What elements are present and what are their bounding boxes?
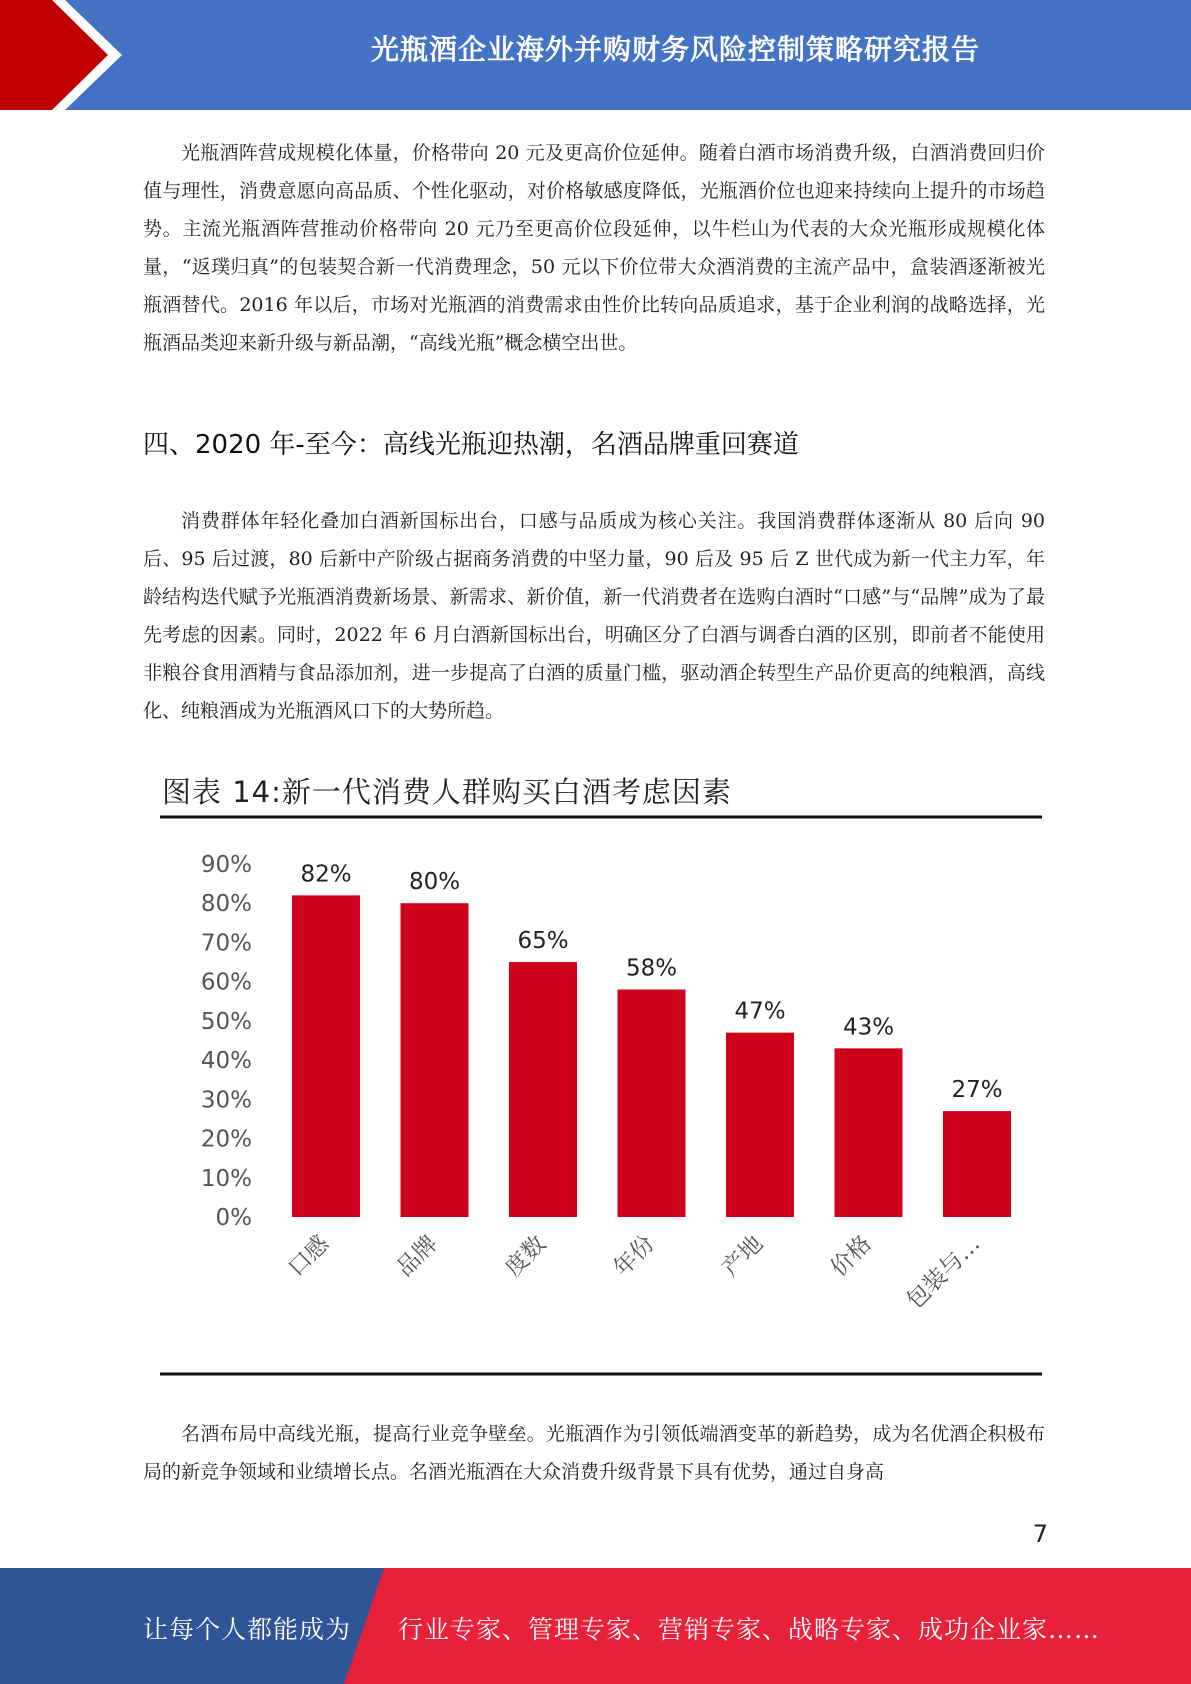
page-header [0,0,1191,110]
bar [401,903,469,1217]
y-tick-label: 40% [200,1048,252,1075]
bar-data-label: 80% [408,869,461,896]
bar-data-label: 58% [625,955,678,982]
y-tick-label: 90% [200,852,252,878]
chart-title: 图表 14:新一代消费人群购买白酒考虑因素 [162,775,732,809]
y-tick-label: 60% [200,969,252,996]
x-category-label: 年份 [608,1230,660,1282]
x-category-label: 价格 [825,1230,877,1282]
bar [726,1033,794,1217]
page-footer [0,1568,1191,1684]
body-paragraph-2: 消费群体年轻化叠加白酒新国标出台，口感与品质成为核心关注。我国消费群体逐渐从 80 后向 90 后、95 后过渡，80 后新中产阶级占据商务消费的中坚力量，90 后及 95 后 Z 世代成为新一代主力军，年龄结构迭代赋予光瓶酒消费新场景、新需求、新价值，新一代消费者在选购白酒时“口感”与“品牌”成为了最先考虑的因素。同时，2022 年 6 月白酒新国标出台，明确区分了白酒与调香白酒的区别，即前者不能使用非粮谷食用酒精与食品添加剂，进一步提高了白酒的质量门槛，驱动酒企转型生产品价更高的纯粮酒，高线化、纯粮酒成为光瓶酒风口下的大势所趋。 [143,510,1045,722]
y-tick-label: 20% [200,1126,252,1153]
footer-roles: 行业专家、管理专家、营销专家、战略专家、成功企业家…… [398,1615,1101,1644]
y-tick-label: 50% [200,1008,252,1035]
x-category-label: 口感 [283,1230,335,1282]
body-paragraph-3: 名酒布局中高线光瓶，提高行业竞争壁垒。光瓶酒作为引领低端酒变革的新趋势，成为名优酒企积极布局的新竞争领域和业绩增长点。名酒光瓶酒在大众消费升级背景下具有优势，通过自身高 [143,1423,1045,1483]
y-tick-label: 0% [215,1205,252,1231]
report-title: 光瓶酒企业海外并购财务风险控制策略研究报告 [370,33,980,66]
bar-data-label: 43% [842,1014,895,1041]
y-tick-label: 70% [200,930,252,957]
y-tick-label: 30% [200,1087,252,1114]
bar [835,1048,903,1217]
footer-slogan: 让每个人都能成为 [143,1615,352,1644]
section-heading: 四、2020 年-至今：高线光瓶迎热潮，名酒品牌重回赛道 [143,430,799,460]
bar [943,1111,1011,1217]
chart-canvas [140,758,1042,1376]
y-tick-label: 10% [200,1165,252,1192]
y-tick-label: 80% [200,891,252,918]
chevron-arrow-icon [0,0,170,110]
x-category-label: 包装与… [901,1230,986,1315]
x-category-label: 品牌 [391,1230,443,1282]
page-number: 7 [1032,1520,1048,1548]
bar-data-label: 65% [517,928,569,955]
bar [618,990,686,1217]
bar [292,895,360,1217]
bar-chart [140,758,1042,1376]
bar-data-label: 27% [951,1077,1003,1104]
x-category-label: 产地 [717,1230,769,1282]
bar-data-label: 47% [734,998,786,1025]
bar-data-label: 82% [300,861,352,888]
body-paragraph-1: 光瓶酒阵营成规模化体量，价格带向 20 元及更高价位延伸。随着白酒市场消费升级，白酒消费回归价值与理性，消费意愿向高品质、个性化驱动，对价格敏感度降低，光瓶酒价位也迎来持续向上提升的市场趋势。主流光瓶酒阵营推动价格带向 20 元乃至更高价位段延伸，以牛栏山为代表的大众光瓶形成规模化体量，“返璞归真”的包装契合新一代消费理念，50 元以下价位带大众酒消费的主流产品中，盒装酒逐渐被光瓶酒替代。2016 年以后，市场对光瓶酒的消费需求由性价比转向品质追求，基于企业利润的战略选择，光瓶酒品类迎来新升级与新品潮，“高线光瓶”概念横空出世。 [143,142,1045,354]
x-category-label: 度数 [500,1230,552,1282]
bar [509,962,577,1217]
